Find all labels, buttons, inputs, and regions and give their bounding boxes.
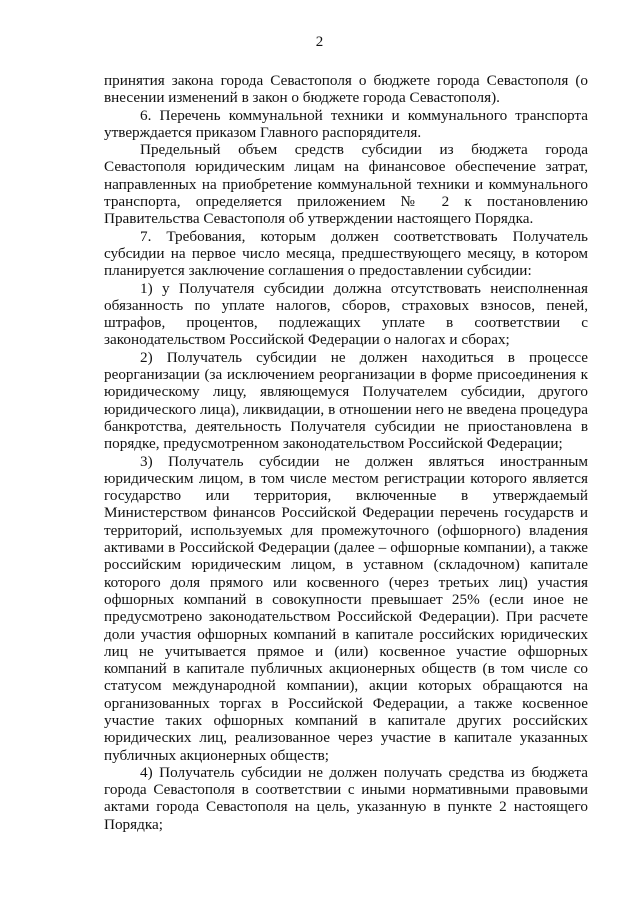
paragraph-continuation: принятия закона города Севастополя о бюджете города Севастополя (о внесении изменений в закон о бюджете города Севастополя). — [104, 72, 588, 107]
paragraph-requirement-4: 4) Получатель субсидии не должен получать средства из бюджета города Севастополя в соответствии с иными нормативными правовыми актами города Севастополя на цель, указанную в пункте 2 настоящего Порядка; — [104, 763, 588, 833]
paragraph-requirement-3: 3) Получатель субсидии не должен являться иностранным юридическим лицом, в том числе местом регистрации которого является государство или территория, включенные в утверждаемый Министерством финансов Российской Федерации перечень государств и территорий, используемых для промежуточного (офшорного) владения активами в Российской Федерации (далее – офшорные компании), а также российским юридическим лицом, в уставном (складочном) капитале которого доля прямого или косвенного (через третьих лиц) участия офшорных компаний в совокупности превышает 25% (если иное не предусмотрено законодательством Российской Федерации). При расчете доли участия офшорных компаний в капитале российских юридических лиц не учитывается прямое и (или) косвенное участие офшорных компаний в капитале публичных акционерных обществ (в том числе со статусом международной компании), акции которых обращаются на организованных торгах в Российской Федерации, а также косвенное участие таких офшорных компаний в капитале других российских юридических лиц, реализованное через участие в капитале указанных публичных акционерных обществ; — [104, 452, 588, 764]
document-body — [104, 72, 588, 833]
paragraph-subsidy-limit: Предельный объем средств субсидии из бюджета города Севастополя юридическим лицам на финансовое обеспечение затрат, направленных на приобретение коммунальной техники и коммунального транспорта, определяется приложением № 2 к постановлению Правительства Севастополя об утверждении настоящего Порядка. — [104, 141, 588, 228]
paragraph-requirement-1: 1) у Получателя субсидии должна отсутствовать неисполненная обязанность по уплате налогов, сборов, страховых взносов, пеней, штрафов, процентов, подлежащих уплате в соответствии с законодательством Российской Федерации о налогах и сборах; — [104, 279, 588, 349]
paragraph-item-7: 7. Требования, которым должен соответствовать Получатель субсидии на первое число месяца, предшествующего месяцу, в котором планируется заключение соглашения о предоставлении субсидии: — [104, 227, 588, 280]
paragraph-requirement-2: 2) Получатель субсидии не должен находиться в процессе реорганизации (за исключением реорганизации в форме присоединения к юридическому лицу, являющемуся Получателем субсидии, другого юридического лица), ликвидации, в отношении него не введена процедура банкротства, деятельность Получателя субсидии не приостановлена в порядке, предусмотренном законодательством Российской Федерации; — [104, 348, 588, 453]
page-number: 2 — [315, 34, 324, 50]
paragraph-item-6: 6. Перечень коммунальной техники и коммунального транспорта утверждается приказом Главного распорядителя. — [104, 106, 588, 141]
